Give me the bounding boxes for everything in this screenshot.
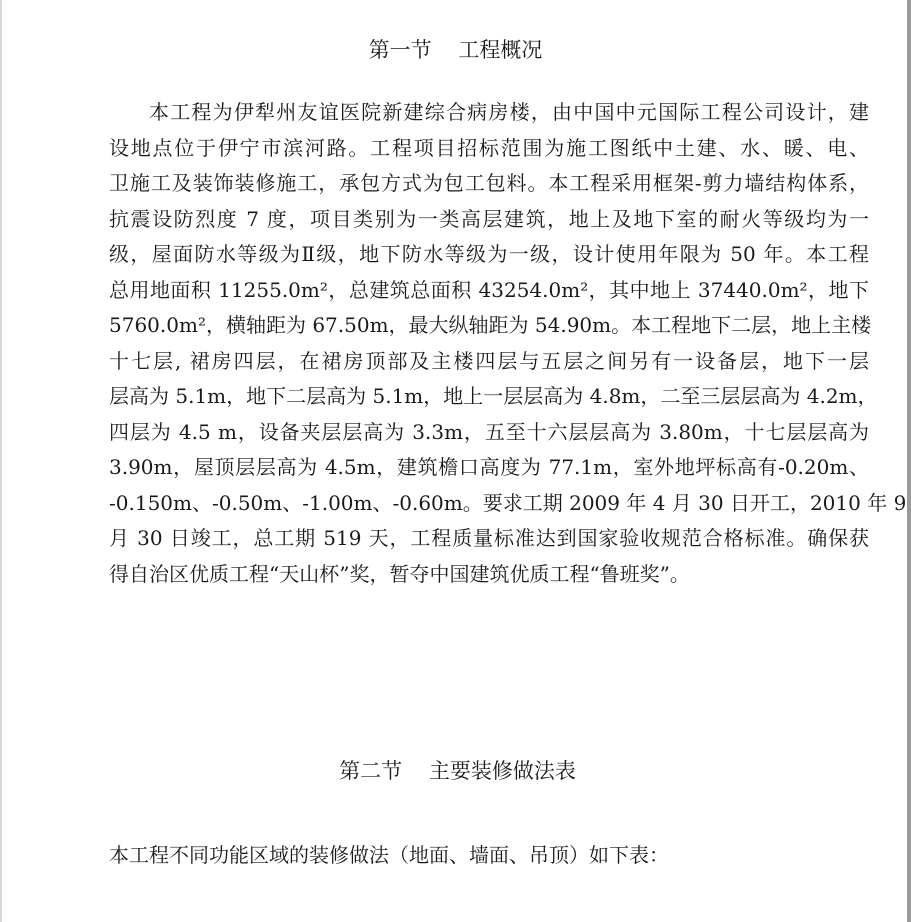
body-line-8: 十七层, 裙房四层，在裙房顶部及主楼四层与五层之间另有一设备层，地下一层 <box>109 348 869 373</box>
section-1-body <box>109 95 907 592</box>
body-line-1: 本工程为伊犁州友谊医院新建综合病房楼，由中国中元国际工程公司设计，建 <box>149 100 869 124</box>
body-line-4: 抗震设防烈度 7 度，项目类别为一类高层建筑，地上及地下室的耐火等级均为一 <box>109 206 869 231</box>
body-line-6: 总用地面积 11255.0m²，总建筑总面积 43254.0m²，其中地上 37440.0m²，地下 <box>109 277 869 302</box>
body-line-3: 卫施工及装饰装修施工，承包方式为包工包料。本工程采用框架-剪力墙结构体系， <box>109 171 869 195</box>
body-line-12: -0.150m、-0.50m、-1.00m、-0.60m。要求工期 2009 年 4 月 30 日开工，2010 年 9 <box>109 490 907 515</box>
section-2-title: 第二节 主要装修做法表 <box>339 759 576 783</box>
body-line-5: 级，屋面防水等级为Ⅱ级，地下防水等级为一级，设计使用年限为 50 年。本工程 <box>109 242 869 266</box>
body-line-13: 月 30 日竣工，总工期 519 天，工程质量标准达到国家验收规范合格标准。确保获 <box>109 526 869 550</box>
body-line-9: 层高为 5.1m，地下二层高为 5.1m，地上一层层高为 4.8m，二至三层层高为 4.2m， <box>109 384 878 408</box>
body-line-7: 5760.0m²，横轴距为 67.50m，最大纵轴距为 54.90m。本工程地下二层，地上主楼 <box>109 313 872 337</box>
body-line-2: 设地点位于伊宁市滨河路。工程项目招标范围为施工图纸中土建、水、暖、电、 <box>109 135 869 160</box>
body-line-10: 四层为 4.5 m，设备夹层层高为 3.3m，五至十六层层高为 3.80m，十七层层高为 <box>109 419 869 444</box>
section-2-intro: 本工程不同功能区域的装修做法（地面、墙面、吊顶）如下表： <box>109 843 669 867</box>
section-1-title: 第一节 工程概况 <box>368 38 543 62</box>
body-line-14: 得自治区优质工程“天山杯”奖，暂夺中国建筑优质工程“鲁班奖”。 <box>109 561 690 586</box>
body-line-11: 3.90m，屋顶层层高为 4.5m，建筑檐口高度为 77.1m，室外地坪标高有-0.20m、 <box>109 455 869 479</box>
